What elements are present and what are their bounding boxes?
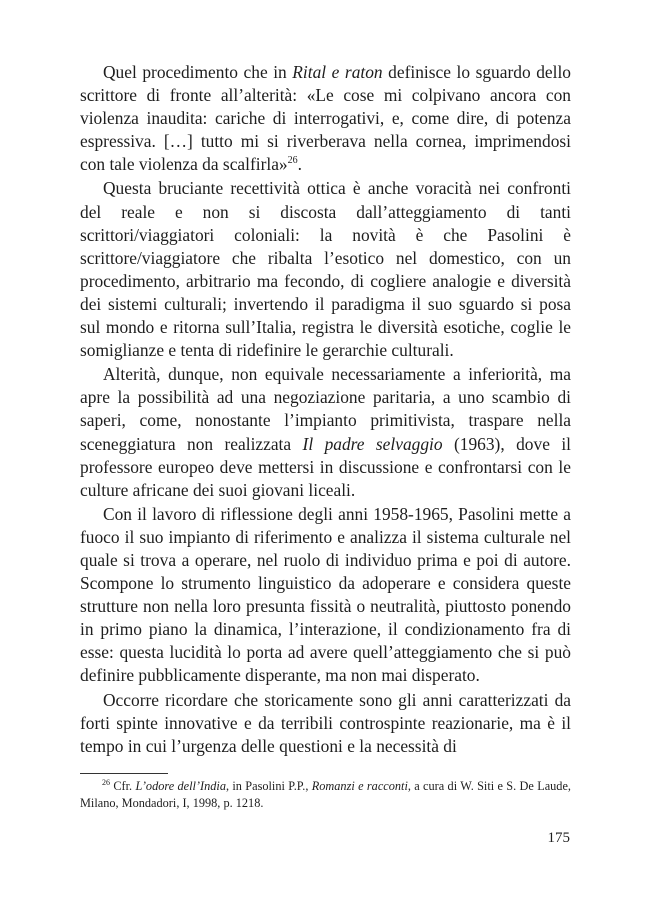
- paragraph-2: Questa bruciante recettività ottica è anche voracità nei confronti del reale e non si discosta dall’atteggiamento di tanti scrittori/viaggiatori coloniali: la novità è che Pasolini è scrittore/viaggiatore che ribalta l’esotico nel domestico, con un procedimento, arbitrario ma fecondo, di cogliere analogie e diversità dei sistemi culturali; invertendo il paradigma il suo sguardo si posa sul mondo e ritorna sull’Italia, registra le diversità esotiche, coglie le somiglianze e tenta di ridefinire le gerarchie culturali.: [80, 178, 571, 361]
- paragraph-5: Occorre ricordare che storicamente sono gli anni caratterizzati da forti spinte innovative e da terribili controspinte reazionarie, ma è il tempo in cui l’urgenza delle questioni e la necessità di: [80, 689, 571, 756]
- paragraph-1-text-b: definisce lo sguardo dello scrittore di fronte all’alterità: «Le cose mi colpivano ancora con violenza inaudita: cariche di interrogativi, e, come dire, di potenza espressiva. […] tutto mi si riverberava nella cornea, imprimendosi con tale violenza da scalfirla»: [80, 62, 571, 175]
- footnote-reference: 26: [287, 155, 298, 167]
- footnote-number: 26: [102, 777, 110, 787]
- page-number: 175: [547, 830, 570, 846]
- paragraph-1-text-a: Quel procedimento che in: [103, 62, 293, 82]
- paragraph-3-text-a: Alterità, dunque, non equivale necessariamente a inferiorità, ma apre la possibilità ad una negoziazione paritaria, a uno scambio di saperi, come, nonostante l’impianto primitivista, traspare nella sceneggiatura non realizzata: [80, 364, 571, 454]
- paragraph-4: Con il lavoro di riflessione degli anni 1958-1965, Pasolini mette a fuoco il suo impianto di riferimento e analizza il sistema culturale nel quale si trova a operare, nel ruolo di individuo prima e poi di autore. Scompone lo strumento linguistico da adoperare e considera queste strutture non nella loro presunta fissità o neutralità, piuttosto ponendo in primo piano la dinamica, l’interazione, il condizionamento fra di esse: questa lucidità lo porta ad avere quell’atteggiamento che si può definire pubblicamente disperante, ma non mai disperato.: [80, 503, 571, 686]
- footnote-title-odore-india: L’odore dell’India: [135, 779, 226, 793]
- footnote-divider: [80, 773, 168, 774]
- body-text: [80, 61, 571, 758]
- paragraph-1-text-c: .: [297, 154, 302, 175]
- footnote-text-b: , in Pasolini P.P.,: [225, 779, 312, 793]
- paragraph-1: [80, 61, 571, 176]
- footnote-text-a: Cfr.: [110, 779, 136, 793]
- footnote-text-c: , a cura di W. Siti e S. De Laude, Milano, Mondadori, I, 1998, p. 1218.: [80, 779, 571, 810]
- footnote-26: [80, 778, 571, 812]
- footnote: [80, 778, 571, 812]
- paragraph-3-text-b: (1963), dove il professore europeo deve mettersi in discussione e confrontarsi con le culture africane dei suoi giovani liceali.: [80, 433, 571, 500]
- film-title-il-padre-selvaggio: Il padre selvaggio: [302, 433, 443, 454]
- footnote-title-romanzi-racconti: Romanzi e racconti: [311, 779, 408, 793]
- book-title-rital-e-raton: Rital e raton: [292, 62, 383, 82]
- paragraph-3: [80, 363, 571, 502]
